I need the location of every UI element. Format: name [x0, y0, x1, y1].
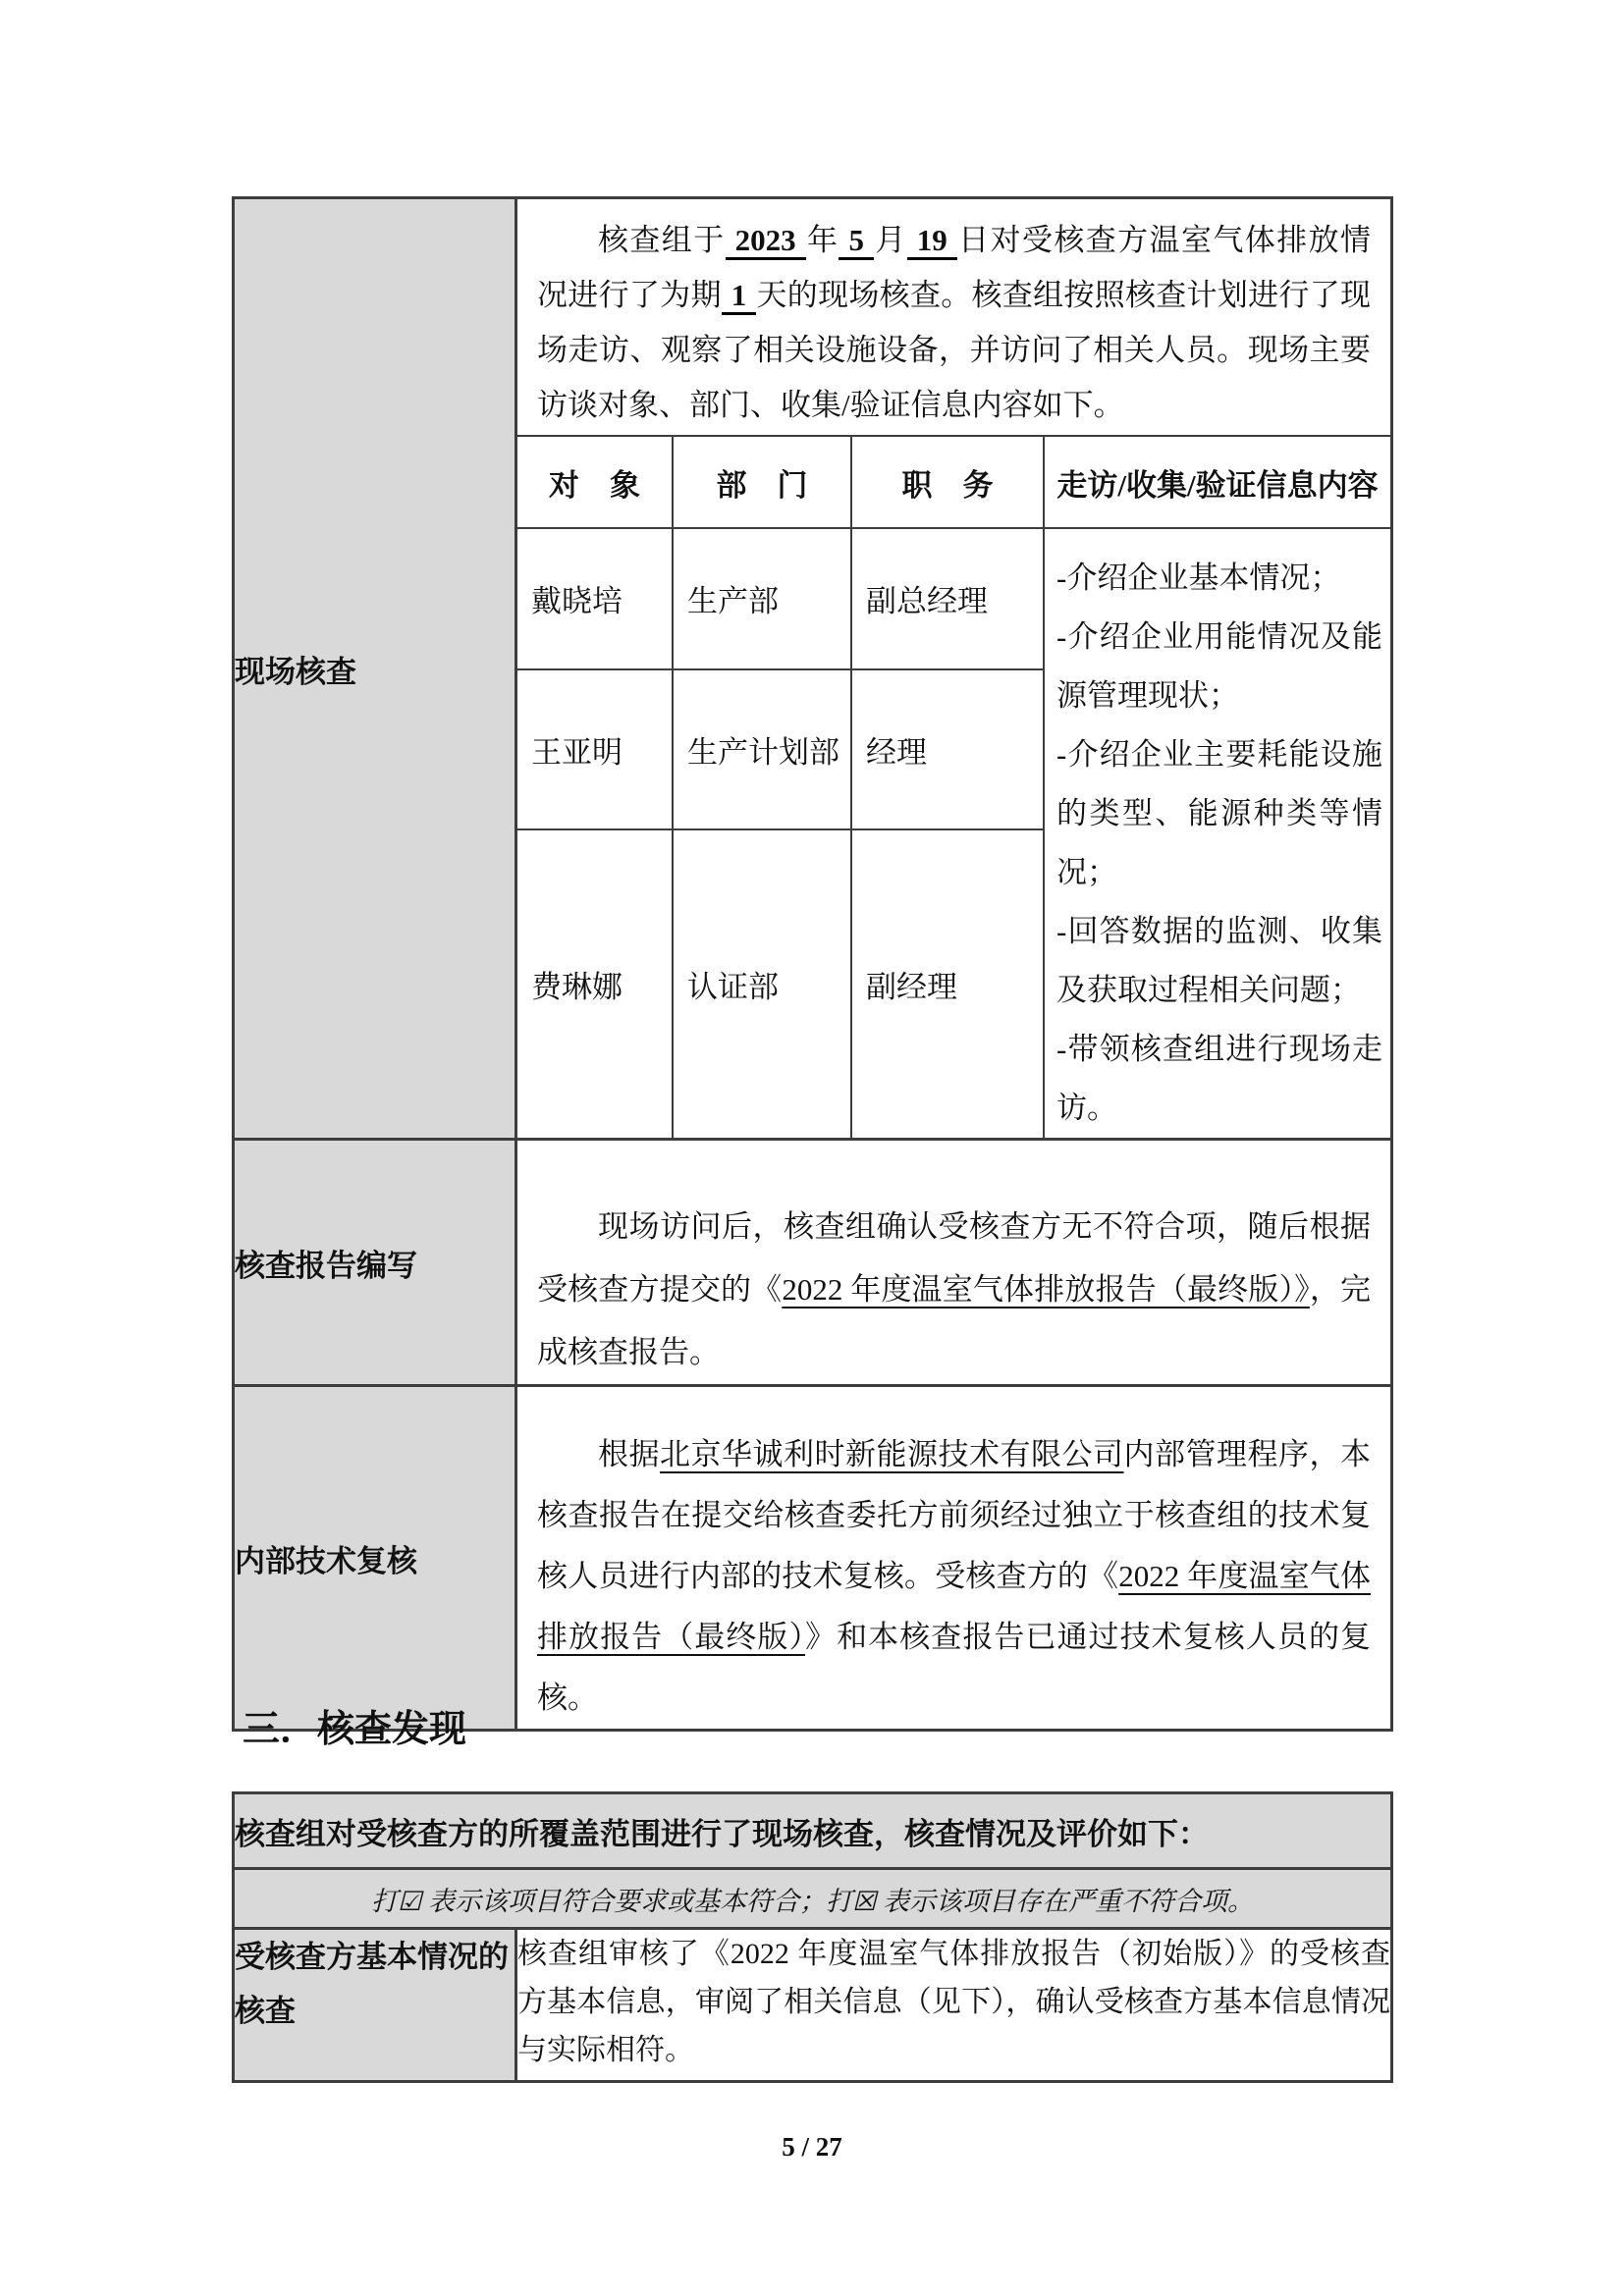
basic-info-row-label: 受核查方基本情况的核查 — [234, 1929, 516, 2082]
basic-info-paragraph: 核查组审核了《2022 年度温室气体排放报告（初始版）》的受核查方基本信息，审阅了相关信息（见下），确认受核查方基本信息情况与实际相符。 — [517, 1938, 1390, 2066]
interviewee-name: 戴晓培 — [517, 528, 673, 669]
info-item: -介绍企业基本情况； — [1056, 561, 1341, 595]
intro-text: 月 — [873, 223, 907, 257]
interview-row — [517, 528, 1390, 669]
findings-legend — [234, 1869, 1392, 1929]
paragraph-text: 》和本核查报告已通过技术复核人员的复核。 — [537, 1620, 1372, 1715]
paragraph-text: 内部管理程序，本核查报告在提交给核查委托方前须经过独立于核查组的技术复核人员进行内部的技术复核。受核查方的《 — [537, 1437, 1371, 1593]
onsite-intro-paragraph — [517, 199, 1390, 435]
row-label-report-writing — [234, 1140, 516, 1386]
interviewee-name: 费琳娜 — [517, 829, 673, 1138]
page-number: 5 / 27 — [782, 2132, 842, 2162]
interviewee-department: 生产计划部 — [673, 669, 851, 829]
interview-header-info: 走访/收集/验证信息内容 — [1044, 436, 1390, 528]
info-item: -回答数据的监测、收集及获取过程相关问题； — [1056, 914, 1382, 1007]
section-heading-findings: 三．核查发现 — [243, 1709, 467, 1750]
table-row — [234, 1386, 1392, 1731]
intro-text: 核查组于 — [598, 223, 726, 257]
interview-header-row — [517, 436, 1390, 528]
table-row — [234, 1929, 1392, 2082]
report-title-final: 2022 年度温室气体排放报告（最终版） — [537, 1559, 1372, 1654]
interviewee-position: 经理 — [851, 669, 1044, 829]
table-row — [234, 198, 1392, 1140]
verification-month-value: 5 — [839, 223, 874, 260]
onsite-verification-cell — [516, 198, 1392, 1140]
report-writing-paragraph — [517, 1141, 1390, 1384]
crossed-checkbox-icon: ☒ — [852, 1886, 877, 1916]
table-row — [234, 1140, 1392, 1386]
intro-text: 日对受核查方温室气体排放情况进行了为期 — [537, 223, 1372, 312]
table-row — [234, 1869, 1392, 1929]
verification-year-value: 2023 — [726, 223, 806, 260]
interviewee-position: 副总经理 — [851, 528, 1044, 669]
interviewee-department: 认证部 — [673, 829, 851, 1138]
report-writing-cell — [516, 1140, 1392, 1386]
interview-header-department: 部 门 — [673, 436, 851, 528]
row-label-text: 内部技术复核 — [235, 1543, 417, 1578]
row-label-text: 核查报告编写 — [235, 1248, 417, 1283]
table-row — [234, 1793, 1392, 1869]
report-title-final: 2022 年度温室气体排放报告（最终版）》 — [782, 1272, 1310, 1307]
internal-review-paragraph — [517, 1387, 1390, 1729]
paragraph-text: ，完成核查报告。 — [537, 1272, 1372, 1369]
interview-table — [517, 435, 1390, 1138]
paragraph-text: 根据 — [598, 1437, 660, 1471]
interview-info-cell — [1044, 528, 1390, 1138]
findings-intro: 核查组对受核查方的所覆盖范围进行了现场核查，核查情况及评价如下： — [234, 1793, 1392, 1869]
legend-text: 表示该项目存在严重不符合项。 — [876, 1886, 1254, 1916]
info-item: -介绍企业用能情况及能源管理现状； — [1056, 619, 1382, 713]
info-item: -介绍企业主要耗能设施的类型、能源种类等情况； — [1056, 737, 1382, 889]
verification-day-value: 19 — [907, 223, 957, 260]
info-item: -带领核查组进行现场走访。 — [1056, 1032, 1382, 1125]
intro-text: 年 — [805, 223, 839, 257]
intro-text: 天的现场核查。核查组按照核查计划进行了现场走访、观察了相关设施设备，并访问了相关人员。现场主要访谈对象、部门、收集/验证信息内容如下。 — [537, 278, 1372, 422]
row-label-onsite-verification — [234, 198, 516, 1140]
interview-header-position: 职 务 — [851, 436, 1044, 528]
internal-review-cell — [516, 1386, 1392, 1731]
checked-checkbox-icon: ☑ — [398, 1886, 422, 1916]
legend-text: 打 — [371, 1886, 399, 1916]
interviewee-department: 生产部 — [673, 528, 851, 669]
company-name: 北京华诚利时新能源技术有限公司 — [660, 1437, 1124, 1471]
findings-table — [232, 1791, 1393, 2083]
row-label-text: 现场核查 — [235, 654, 356, 689]
interviewee-name: 王亚明 — [517, 669, 673, 829]
verification-duration-value: 1 — [722, 278, 757, 315]
basic-info-content-cell — [516, 1929, 1392, 2082]
paragraph-text: 现场访问后，核查组确认受核查方无不符合项，随后根据受核查方提交的《 — [537, 1209, 1371, 1307]
legend-text: 表示该项目符合要求或基本符合；打 — [421, 1886, 852, 1916]
interview-header-subject: 对 象 — [517, 436, 673, 528]
interviewee-position: 副经理 — [851, 829, 1044, 1138]
row-label-internal-review — [234, 1386, 516, 1731]
verification-activities-table — [232, 196, 1393, 1732]
